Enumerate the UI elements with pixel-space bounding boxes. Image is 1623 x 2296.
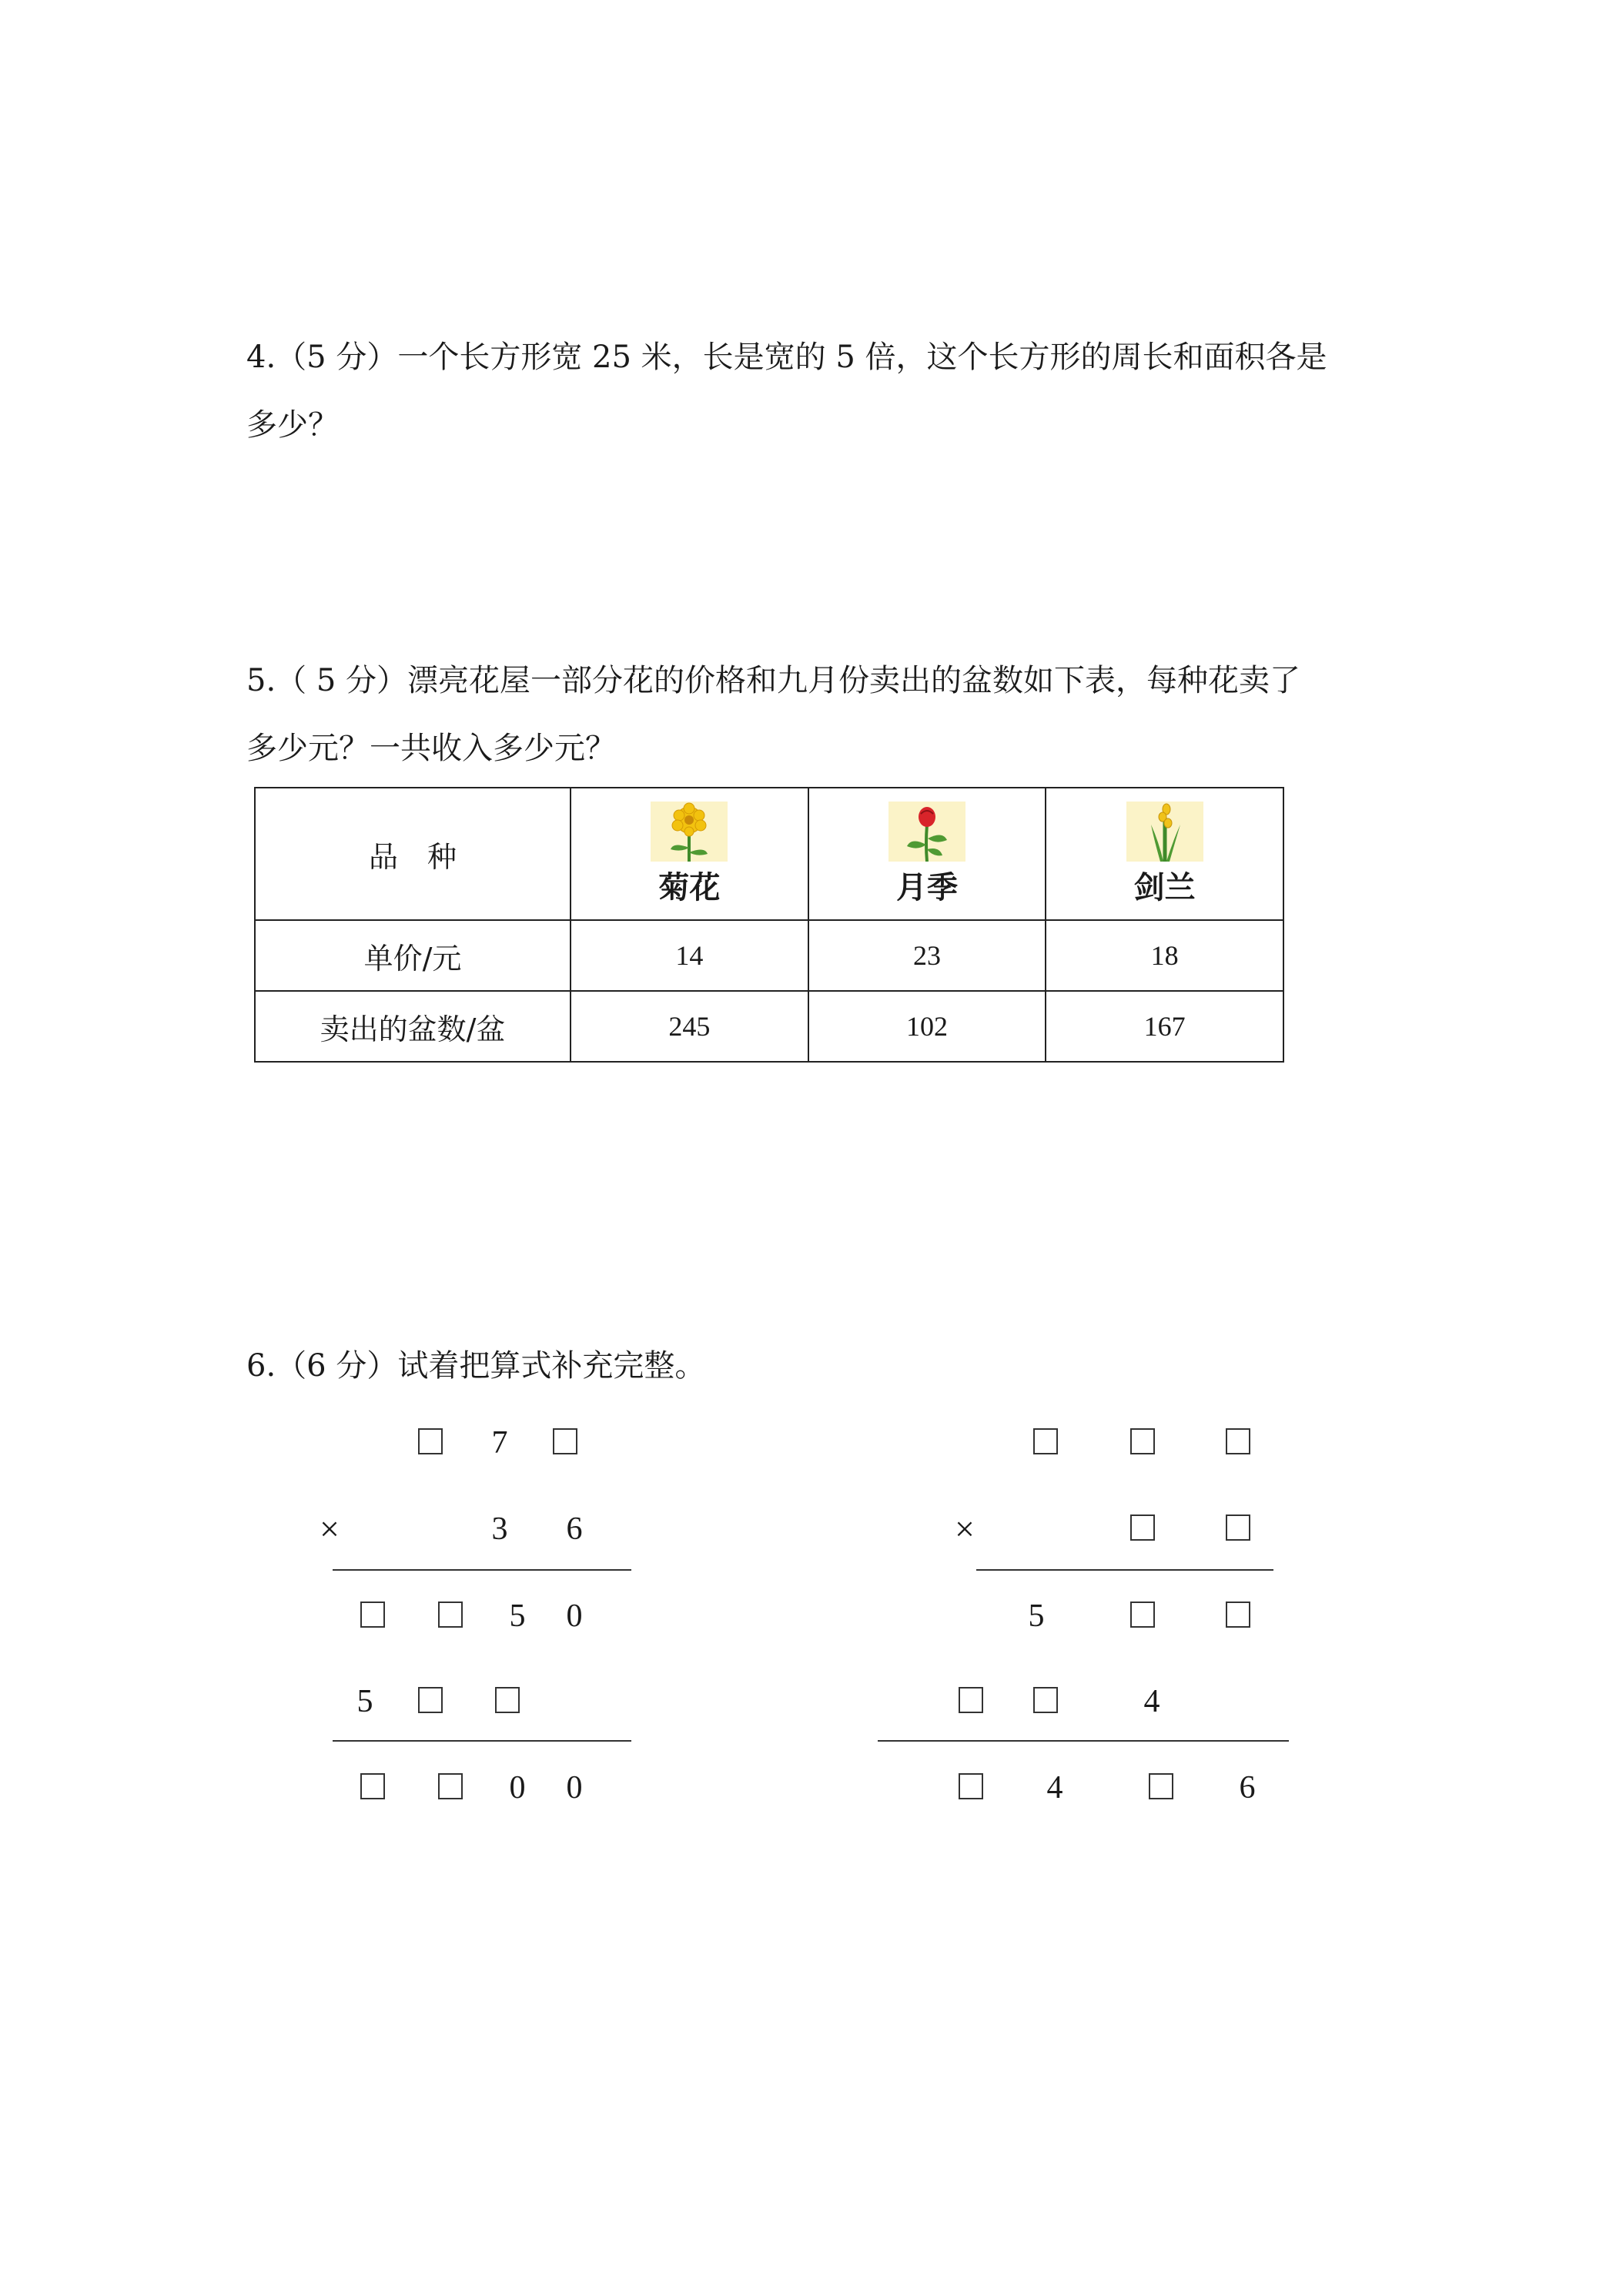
question-6-text: 6.（6 分）试着把算式补充完整。 — [246, 1348, 706, 1384]
question-5-line-2: 多少元？一共收入多少元？ — [246, 731, 616, 766]
sold-rose: 102 — [808, 991, 1046, 1062]
blank-box — [959, 1687, 983, 1713]
question-4-line-2: 多少？ — [246, 407, 339, 443]
question-6 — [246, 1332, 1401, 1400]
blank-box — [1130, 1514, 1155, 1541]
blank-box — [418, 1687, 443, 1713]
blank-box — [438, 1773, 463, 1799]
answer-line — [333, 1569, 631, 1571]
digit: 6 — [566, 1511, 583, 1547]
digit: 5 — [356, 1684, 373, 1719]
price-rose: 23 — [808, 920, 1046, 991]
digit: 0 — [566, 1770, 583, 1806]
multiply-sign: × — [955, 1509, 975, 1548]
chrysanthemum-icon — [651, 802, 728, 862]
flower-column-gladiolus — [1046, 788, 1283, 920]
flower-column-chrysanthemum — [571, 788, 808, 920]
blank-box — [438, 1602, 463, 1628]
digit: 0 — [509, 1770, 526, 1806]
blank-box — [1226, 1602, 1250, 1628]
sold-chrysanthemum: 245 — [571, 991, 808, 1062]
blank-box — [360, 1773, 385, 1799]
blank-box — [1226, 1428, 1250, 1454]
blank-box — [1149, 1773, 1173, 1799]
digit: 4 — [1143, 1684, 1160, 1719]
price-gladiolus: 18 — [1046, 920, 1283, 991]
digit: 3 — [491, 1511, 508, 1547]
question-4 — [246, 323, 1401, 459]
flower-column-rose — [808, 788, 1046, 920]
rose-icon — [888, 802, 965, 862]
answer-line — [976, 1569, 1273, 1571]
blank-box — [360, 1602, 385, 1628]
answer-line — [333, 1740, 631, 1742]
flower-name-rose: 月季 — [895, 869, 958, 905]
table-header-variety: 品 种 — [255, 788, 571, 920]
blank-box — [418, 1428, 443, 1454]
digit: 4 — [1046, 1770, 1063, 1806]
sold-gladiolus: 167 — [1046, 991, 1283, 1062]
flower-name-chrysanthemum: 菊花 — [658, 869, 721, 905]
flower-name-gladiolus: 剑兰 — [1133, 869, 1196, 905]
digit: 5 — [1028, 1598, 1045, 1634]
gladiolus-icon — [1126, 802, 1203, 862]
multiply-sign: × — [320, 1509, 340, 1548]
blank-box — [1033, 1428, 1058, 1454]
blank-box — [1130, 1602, 1155, 1628]
blank-box — [1130, 1428, 1155, 1454]
price-chrysanthemum: 14 — [571, 920, 808, 991]
digit: 5 — [509, 1598, 526, 1634]
table-header-row — [255, 788, 1283, 920]
blank-box — [959, 1773, 983, 1799]
question-4-line-1: 4.（5 分）一个长方形宽 25 米，长是宽的 5 倍，这个长方形的周长和面积各是 — [246, 340, 1327, 375]
table-row — [255, 920, 1283, 991]
digit: 0 — [566, 1598, 583, 1634]
blank-box — [1033, 1687, 1058, 1713]
blank-box — [495, 1687, 520, 1713]
digit: 7 — [491, 1425, 508, 1461]
row-label-pots-sold: 卖出的盆数/盆 — [255, 991, 571, 1062]
blank-box — [553, 1428, 577, 1454]
flower-price-table — [254, 787, 1284, 1063]
blank-box — [1226, 1514, 1250, 1541]
answer-line — [878, 1740, 1289, 1742]
table-row — [255, 991, 1283, 1062]
digit: 6 — [1239, 1770, 1256, 1806]
question-5 — [246, 647, 1401, 782]
question-5-line-1: 5.（ 5 分）漂亮花屋一部分花的价格和九月份卖出的盆数如下表，每种花卖了 — [246, 663, 1301, 698]
row-label-unit-price: 单价/元 — [255, 920, 571, 991]
